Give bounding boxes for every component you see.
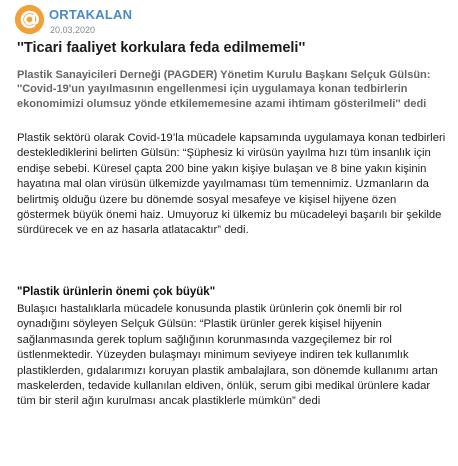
at-sign-logo-icon[interactable] xyxy=(15,5,44,34)
article-lead: Plastik Sanayicileri Derneği (PAGDER) Yönetim Kurulu Başkanı Selçuk Gülsün: ''Covid-19'un yayılmasının engellenmesi için uygulamaya konan tedbirlerin ekonomimizi olumsuz yönde etkilememesine azami ihtimam gösterilmeli'' dedi xyxy=(17,69,431,110)
brand-name[interactable]: ORTAKALAN xyxy=(49,7,133,22)
site-header xyxy=(15,5,445,35)
article-paragraph-1: Plastik sektörü olarak Covid-19’la mücadele kapsamında uygulamaya konan tedbirleri desteklediklerini belirten Gülsün: “Şüphesiz ki virüsün yayılma hızı tüm insanlık için endişe sebebi. Küresel çapta 200 bine yakın kişiye bulaşan ve 8 bine yakın kişinin hayatına mal olan virüsün ülkemizde yayılmaması tüm temennimiz. Uzmanların da belirtmiş olduğu üzere bu dönemde sosyal mesafeye ve kişisel hijyene özen göstermek büyük önemi haiz. Umuyoruz ki ülkemiz bu mücadeleyi başarılı bir şekilde sürdürecek ve en az hasarla atlatacaktır” dedi. xyxy=(17,132,446,237)
article-title: ''Ticari faaliyet korkulara feda edilmemeli'' xyxy=(17,40,306,56)
article-paragraph-2: Bulaşıcı hastalıklarla mücadele konusunda plastik ürünlerin çok önemli bir rol oynadığını söyleyen Selçuk Gülsün: “Plastik ürünler gerek kişisel hijyenin sağlanmasında gerek toplum sağlığının korunmasında vazgeçilemez bir rol üstlenmektedir. Yüzeyden bulaşmayı minimum seviyeye indiren tek kullanımlık plastiklerden, gıdalarımızı koruyan plastik ambalajlara, son dönemde kullanımı artan maskelerden, tedavide kullanılan eldiven, önlük, serum gibi medikal ürünlere kadar tüm bir steril ağın kurulması ancak plastiklerle mümkün” dedi xyxy=(17,303,438,408)
article-subheading: "Plastik ürünlerin önemi çok büyük" xyxy=(17,286,216,298)
publish-date: 20.03.2020 xyxy=(50,25,96,35)
